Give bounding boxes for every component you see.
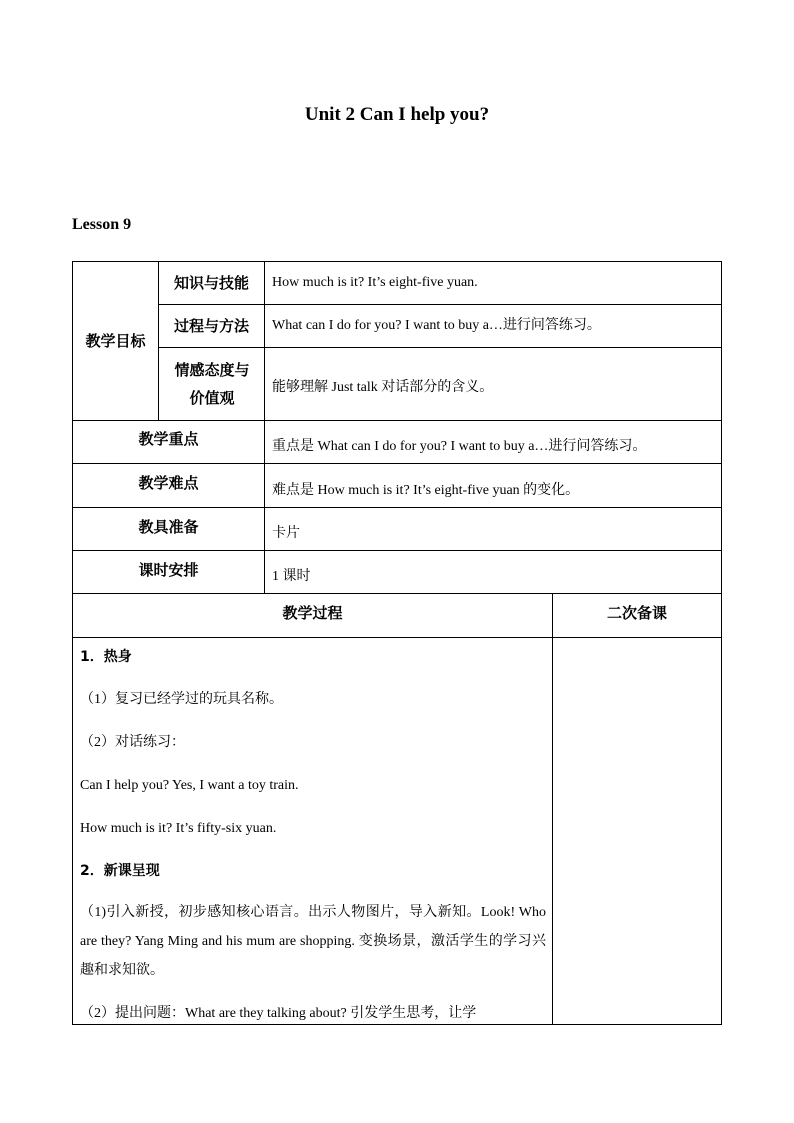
materials-label: 教具准备 xyxy=(138,518,199,536)
objective-content-process: What can I do for you? I want to buy a…进行问答练习。 xyxy=(272,318,601,333)
process-step: （2）对话练习： xyxy=(80,735,185,750)
materials-content: 卡片 xyxy=(272,526,300,541)
objective-label-attitude: 情感态度与价值观 xyxy=(174,361,250,407)
process-header: 教学过程 xyxy=(282,604,343,622)
objectives-label: 教学目标 xyxy=(85,332,146,350)
document-title: Unit 2 Can I help you? xyxy=(304,104,490,125)
key-points-content: 重点是 What can I do for you? I want to buy a…进行问答练习。 xyxy=(272,439,647,454)
lesson-heading: Lesson 9 xyxy=(72,216,132,233)
dialogue-line: How much is it? It’s fifty-six yuan. xyxy=(80,821,277,836)
objective-label-process: 过程与方法 xyxy=(173,317,249,335)
difficulties-content: 难点是 How much is it? It’s eight-five yuan 的变化。 xyxy=(272,483,580,498)
key-points-label: 教学重点 xyxy=(138,430,199,448)
dialogue-line: Can I help you? Yes, I want a toy train. xyxy=(80,778,299,793)
process-step: （1)引入新授，初步感知核心语言。出示人物图片，导入新知。Look! Who are they? Yang Ming and his mum are shopping. 变换场景，激活学生的学习兴趣和求知欲。 xyxy=(80,905,546,978)
difficulties-label: 教学难点 xyxy=(138,474,199,492)
objective-content-attitude: 能够理解 Just talk 对话部分的含义。 xyxy=(272,380,494,395)
objective-label-knowledge: 知识与技能 xyxy=(173,274,249,292)
warmup-heading: 1．热身 xyxy=(80,649,132,665)
process-step: （1）复习已经学过的玩具名称。 xyxy=(80,692,283,707)
process-step: （2）提出问题：What are they talking about? 引发学生思考，让学 xyxy=(80,1006,477,1021)
objective-content-knowledge: How much is it? It’s eight-five yuan. xyxy=(272,275,478,290)
schedule-label: 课时安排 xyxy=(138,561,199,579)
schedule-content: 1 课时 xyxy=(272,569,311,584)
new-lesson-heading: 2．新课呈现 xyxy=(80,863,160,879)
second-prep-header: 二次备课 xyxy=(606,604,667,622)
